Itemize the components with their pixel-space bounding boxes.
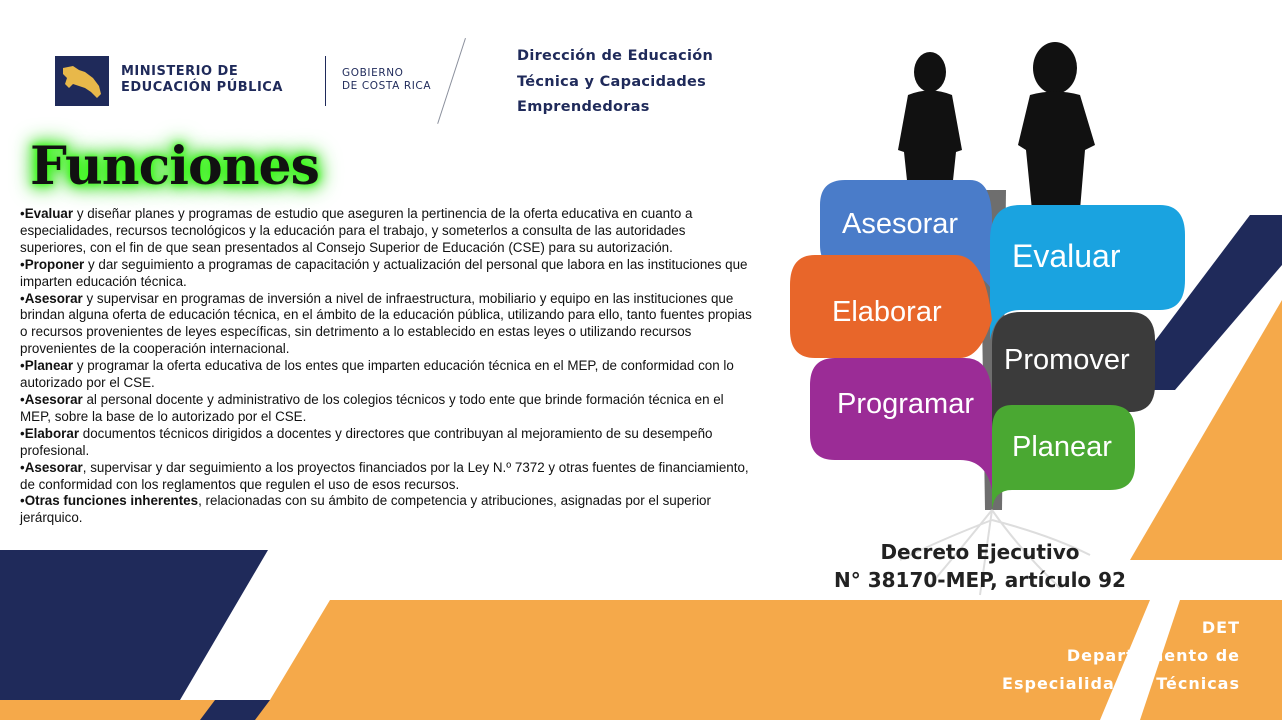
department-line-2: Especialidades Técnicas xyxy=(1002,674,1240,693)
direction-line-2: Técnica y Capacidades xyxy=(517,73,707,90)
government-line-1: GOBIERNO xyxy=(342,67,404,79)
decree-reference xyxy=(780,538,1180,594)
direction-line-1: Dirección de Educación xyxy=(517,48,714,64)
department-label xyxy=(1002,614,1240,698)
decree-line-2: N° 38170-MEP, artículo 92 xyxy=(834,568,1126,592)
function-item: •Proponer y dar seguimiento a programas de capacitación y actualización del personal que labora en las instituciones que imparten educación técnica. xyxy=(20,256,748,289)
functions-list xyxy=(20,206,755,527)
function-text: , relacionadas con su ámbito de competencia y atribuciones, asignadas por el superior jerárquico. xyxy=(20,493,711,526)
function-item: •Asesorar, supervisar y dar seguimiento a los proyectos financiados por la Ley N.º 7372 y otras fuentes de financiamiento, de conformidad con los reglamentos que regulen el uso de esos recursos. xyxy=(20,459,749,492)
function-text: y dar seguimiento a programas de capacitación y actualización del personal que labora en las instituciones que imparten educación técnica. xyxy=(20,256,748,289)
leaf-programar xyxy=(810,358,992,490)
function-verb: Asesorar xyxy=(24,459,83,475)
function-item: •Asesorar al personal docente y administrativo de los colegios técnicos y todo ente que brinde formación técnica en el MEP, sobre la base de lo autorizado por el CSE. xyxy=(20,391,724,424)
function-text: documentos técnicos dirigidos a docentes y directores que contribuyan al mejoramiento de su desempeño profesional. xyxy=(20,425,713,458)
function-verb: Planear xyxy=(24,358,74,374)
functions-tree-graphic xyxy=(780,40,1200,600)
direction-line-3: Emprendedoras xyxy=(517,99,650,115)
ministry-line-2: EDUCACIÓN PÚBLICA xyxy=(121,80,283,95)
function-verb: Proponer xyxy=(24,256,85,272)
header-divider xyxy=(325,56,326,106)
leaf-label-elaborar: Elaborar xyxy=(832,296,942,328)
ministry-logo xyxy=(55,56,109,106)
leaf-label-promover: Promover xyxy=(1004,344,1130,376)
function-item: •Planear y programar la oferta educativa de los entes que imparten educación técnica en el MEP, de conformidad con lo autorizado por el CSE. xyxy=(20,358,734,391)
function-verb: Otras funciones inherentes xyxy=(24,493,199,509)
function-item: •Otras funciones inherentes, relacionadas con su ámbito de competencia y atribuciones, asignadas por el superior jerárquico. xyxy=(20,493,711,526)
ministry-line-1: MINISTERIO DE xyxy=(121,64,239,79)
function-item: •Evaluar y diseñar planes y programas de estudio que aseguren la pertinencia de la oferta educativa en cuanto a especialidades, recursos tecnológicos y la educación para el trabajo, y someterlos a consulta de las autoridades superiores, con el fin de que sean presentados al Consejo Superior de Educación (CSE) para su autorización. xyxy=(20,206,693,255)
direction-name xyxy=(517,44,777,121)
function-item: •Asesorar y supervisar en programas de inversión a nivel de infraestructura, mobiliario y equipo en las instituciones que brindan alguna oferta de educación técnica, en el ámbito de la educación pública, utilizando para ello, tanto fuentes propias o recursos provenientes de leyes específicas, sin detrimento a lo establecido en estas leyes o utilizando recursos provenientes de la cooperación internacional. xyxy=(20,290,752,357)
page-title: Funciones xyxy=(30,136,319,197)
department-line-1: Departamento de xyxy=(1066,646,1240,665)
function-verb: Evaluar xyxy=(24,206,74,221)
function-text: , supervisar y dar seguimiento a los proyectos financiados por la Ley N.º 7372 y otras fuentes de financiamiento, de conformidad con los reglamentos que regulen el uso de esos recursos. xyxy=(20,459,749,492)
function-text: y programar la oferta educativa de los entes que imparten educación técnica en el MEP, de conformidad con lo autorizado por el CSE. xyxy=(20,358,734,391)
costa-rica-map-icon xyxy=(55,56,109,106)
man-silhouette-icon xyxy=(1018,42,1095,210)
department-acronym: DET xyxy=(1201,618,1240,637)
leaf-label-planear: Planear xyxy=(1012,431,1112,463)
function-text: al personal docente y administrativo de los colegios técnicos y todo ente que brinde formación técnica en el MEP, sobre la base de lo autorizado por el CSE. xyxy=(20,391,724,424)
function-verb: Asesorar xyxy=(24,391,83,407)
ministry-name xyxy=(121,64,331,96)
function-item: •Elaborar documentos técnicos dirigidos a docentes y directores que contribuyan al mejoramiento de su desempeño profesional. xyxy=(20,425,713,458)
function-verb: Asesorar xyxy=(24,290,83,306)
government-name xyxy=(342,67,482,93)
leaf-label-evaluar: Evaluar xyxy=(1012,238,1121,274)
function-text: y supervisar en programas de inversión a nivel de infraestructura, mobiliario y equipo en las instituciones que brindan alguna oferta de educación técnica, en el ámbito de la educación pública, utilizando para ello, tanto fuentes propias o recursos provenientes de leyes específicas, sin detrimento a lo establecido en estas leyes o utilizando recursos provenientes de la cooperación internacional. xyxy=(20,290,752,357)
leaf-label-asesorar: Asesorar xyxy=(842,208,959,240)
function-text: y diseñar planes y programas de estudio que aseguren la pertinencia de la oferta educativa en cuanto a especialidades, recursos tecnológicos y la educación para el trabajo, y someterlos a consulta de las autoridades superiores, con el fin de que sean presentados al Consejo Superior de Educación (CSE) para su autorización. xyxy=(20,206,693,255)
function-verb: Elaborar xyxy=(24,425,80,441)
leaf-label-programar: Programar xyxy=(837,388,974,420)
government-line-2: DE COSTA RICA xyxy=(342,80,432,92)
decree-line-1: Decreto Ejecutivo xyxy=(880,540,1080,564)
